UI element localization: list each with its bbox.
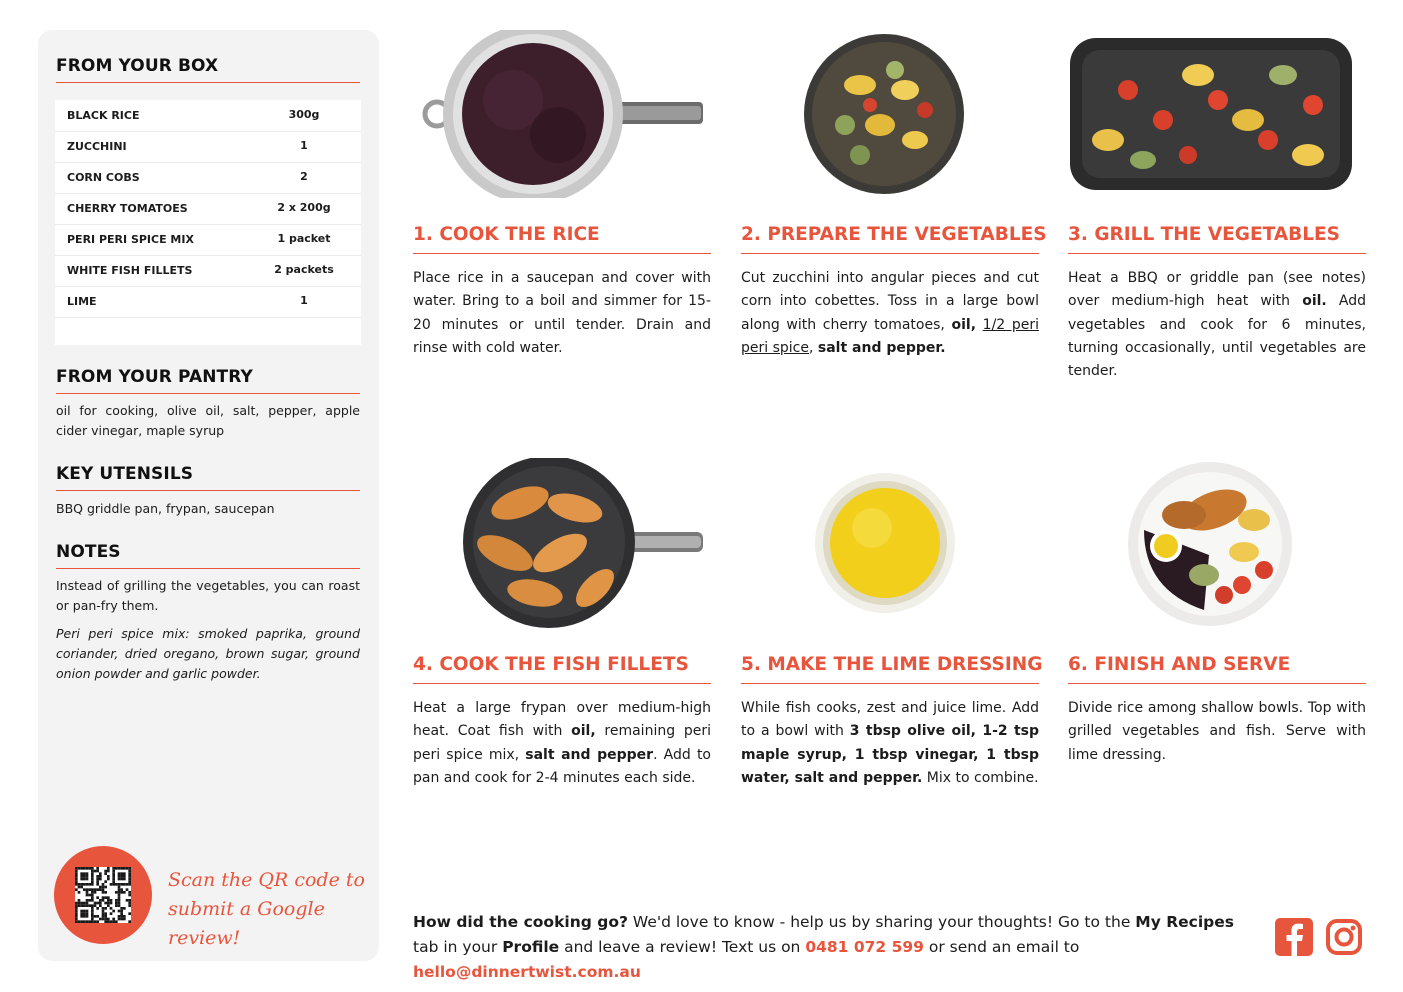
ingredient-name: LIME [67, 295, 97, 308]
step-6-rule [1068, 683, 1366, 684]
step-text-segment: Cut zucchini into angular pieces and cut corn into cobettes. Toss in a large bowl along with cherry tomatoes, [741, 270, 1039, 333]
box-title-rule [56, 82, 360, 83]
phone-link[interactable]: 0481 072 599 [805, 938, 924, 956]
step-2-text [741, 267, 1039, 360]
step-text-segment: , [808, 339, 818, 356]
step-text-segment: 1/2 peri peri spice [741, 316, 1039, 356]
step-4-rule [413, 683, 711, 684]
step-text-segment: oil, [571, 723, 596, 740]
box-ingredients-table [55, 100, 361, 345]
utensils-title-rule [56, 490, 360, 491]
notes-text: Instead of grilling the vegetables, you can roast or pan-fry them. [56, 578, 360, 613]
table-row [55, 131, 361, 163]
step-6-text [1068, 697, 1366, 767]
ingredient-qty: 2 packets [274, 263, 334, 276]
footer-question: How did the cooking go? [413, 913, 628, 931]
step-text-segment: Divide rice among shallow bowls. Top with grilled vegetables and fish. Serve with lime dressing. [1068, 700, 1366, 763]
step-text-segment: salt and pepper. [817, 339, 946, 356]
fish-frypan-photo [445, 458, 703, 628]
step-text-segment: Add vegetables and cook for 6 minutes, turning occasionally, until vegetables are tender. [1068, 293, 1367, 380]
step-text-segment: Heat a large frypan over medium-high heat. Coat fish with [413, 700, 711, 740]
ingredient-name: WHITE FISH FILLETS [67, 264, 193, 277]
my-recipes-link[interactable]: My Recipes [1135, 913, 1234, 931]
step-1-text [413, 267, 711, 360]
step-3-rule [1068, 253, 1366, 254]
ingredient-qty: 1 packet [277, 232, 331, 245]
step-text-segment: While fish cooks, zest and juice lime. Add to a bowl with [741, 700, 1039, 740]
ingredient-name: CHERRY TOMATOES [67, 202, 188, 215]
table-row [55, 255, 361, 287]
step-text-segment: . Add to pan and cook for 2-4 minutes each side. [413, 746, 711, 786]
footer-text: We'd love to know - help us by sharing your thoughts! Go to the [627, 913, 1136, 931]
profile-link[interactable]: Profile [502, 938, 560, 956]
notes-spice-mix: Peri peri spice mix: smoked paprika, ground coriander, dried oregano, brown sugar, ground onion powder and garlic powder. [56, 626, 360, 681]
step-text-segment: Mix to combine. [922, 769, 1039, 786]
qr-code-icon[interactable] [75, 867, 131, 923]
feedback-footer [413, 910, 1263, 985]
notes-title: NOTES [56, 542, 121, 562]
step-text-segment: oil, [951, 316, 977, 333]
ingredient-qty: 2 x 200g [277, 201, 331, 214]
ingredients-sidebar [38, 30, 379, 961]
step-4-text [413, 697, 711, 790]
step-text-segment: Heat a BBQ or griddle pan (see notes) over medium-high heat with [1068, 270, 1366, 310]
step-text-segment: Place rice in a saucepan and cover with water. Bring to a boil and simmer for 15-20 minutes or until tender. Drain and rinse with cold water. [413, 270, 711, 356]
notes-title-rule [56, 568, 360, 569]
step-3-title: 3. GRILL THE VEGETABLES [1068, 224, 1340, 245]
ingredient-qty: 1 [300, 139, 308, 152]
table-row [55, 224, 361, 256]
ingredient-name: PERI PERI SPICE MIX [67, 233, 194, 246]
email-link[interactable]: hello@dinnertwist.com.au [413, 963, 641, 981]
table-row [55, 162, 361, 194]
ingredient-qty: 2 [300, 170, 308, 183]
grill-pan-photo [1068, 30, 1358, 198]
lime-dressing-photo [812, 470, 958, 616]
facebook-icon[interactable] [1275, 918, 1313, 956]
step-text-segment: 3 tbsp olive oil, 1-2 tsp maple syrup, 1 tbsp vinegar, 1 tbsp water, salt and pepper. [741, 723, 1040, 786]
qr-badge[interactable] [54, 846, 152, 944]
step-4-title: 4. COOK THE FISH FILLETS [413, 654, 689, 675]
utensils-text: BBQ griddle pan, frypan, saucepan [56, 501, 275, 516]
rice-saucepan-photo [413, 30, 703, 198]
footer-text: or send an email to [923, 938, 1080, 956]
table-row [55, 193, 361, 225]
ingredient-qty: 300g [288, 108, 320, 121]
utensils-title: KEY UTENSILS [56, 464, 194, 484]
pantry-title-rule [56, 393, 360, 394]
pantry-text: oil for cooking, olive oil, salt, pepper, apple cider vinegar, maple syrup [56, 403, 360, 438]
step-2-title: 2. PREPARE THE VEGETABLES [741, 224, 1047, 245]
instagram-icon[interactable] [1325, 918, 1363, 956]
step-text-segment: oil. [1302, 293, 1327, 310]
step-5-title: 5. MAKE THE LIME DRESSING [741, 654, 1043, 675]
footer-text: tab in your [413, 938, 503, 956]
step-1-title: 1. COOK THE RICE [413, 224, 600, 245]
step-3-text [1068, 267, 1366, 383]
step-5-text [741, 697, 1039, 790]
box-title: FROM YOUR BOX [56, 56, 219, 76]
footer-text: and leave a review! Text us on [559, 938, 806, 956]
step-2-rule [741, 253, 1039, 254]
finished-dish-photo [1124, 460, 1296, 630]
pantry-title: FROM YOUR PANTRY [56, 367, 253, 387]
step-1-rule [413, 253, 711, 254]
ingredient-name: ZUCCHINI [67, 140, 127, 153]
ingredient-name: BLACK RICE [67, 109, 140, 122]
ingredient-qty: 1 [300, 294, 308, 307]
step-5-rule [741, 683, 1039, 684]
qr-caption-line: Scan the QR code to [168, 869, 365, 891]
table-row [55, 100, 361, 132]
ingredient-name: CORN COBS [67, 171, 140, 184]
vegetables-bowl-photo [800, 30, 970, 198]
step-text-segment [976, 317, 983, 333]
step-6-title: 6. FINISH AND SERVE [1068, 654, 1291, 675]
table-row [55, 286, 361, 318]
qr-caption-line: submit a Google review! [168, 898, 325, 949]
qr-caption [168, 866, 368, 953]
step-text-segment: remaining peri peri spice mix, [413, 723, 711, 763]
step-text-segment: salt and pepper [525, 746, 654, 763]
